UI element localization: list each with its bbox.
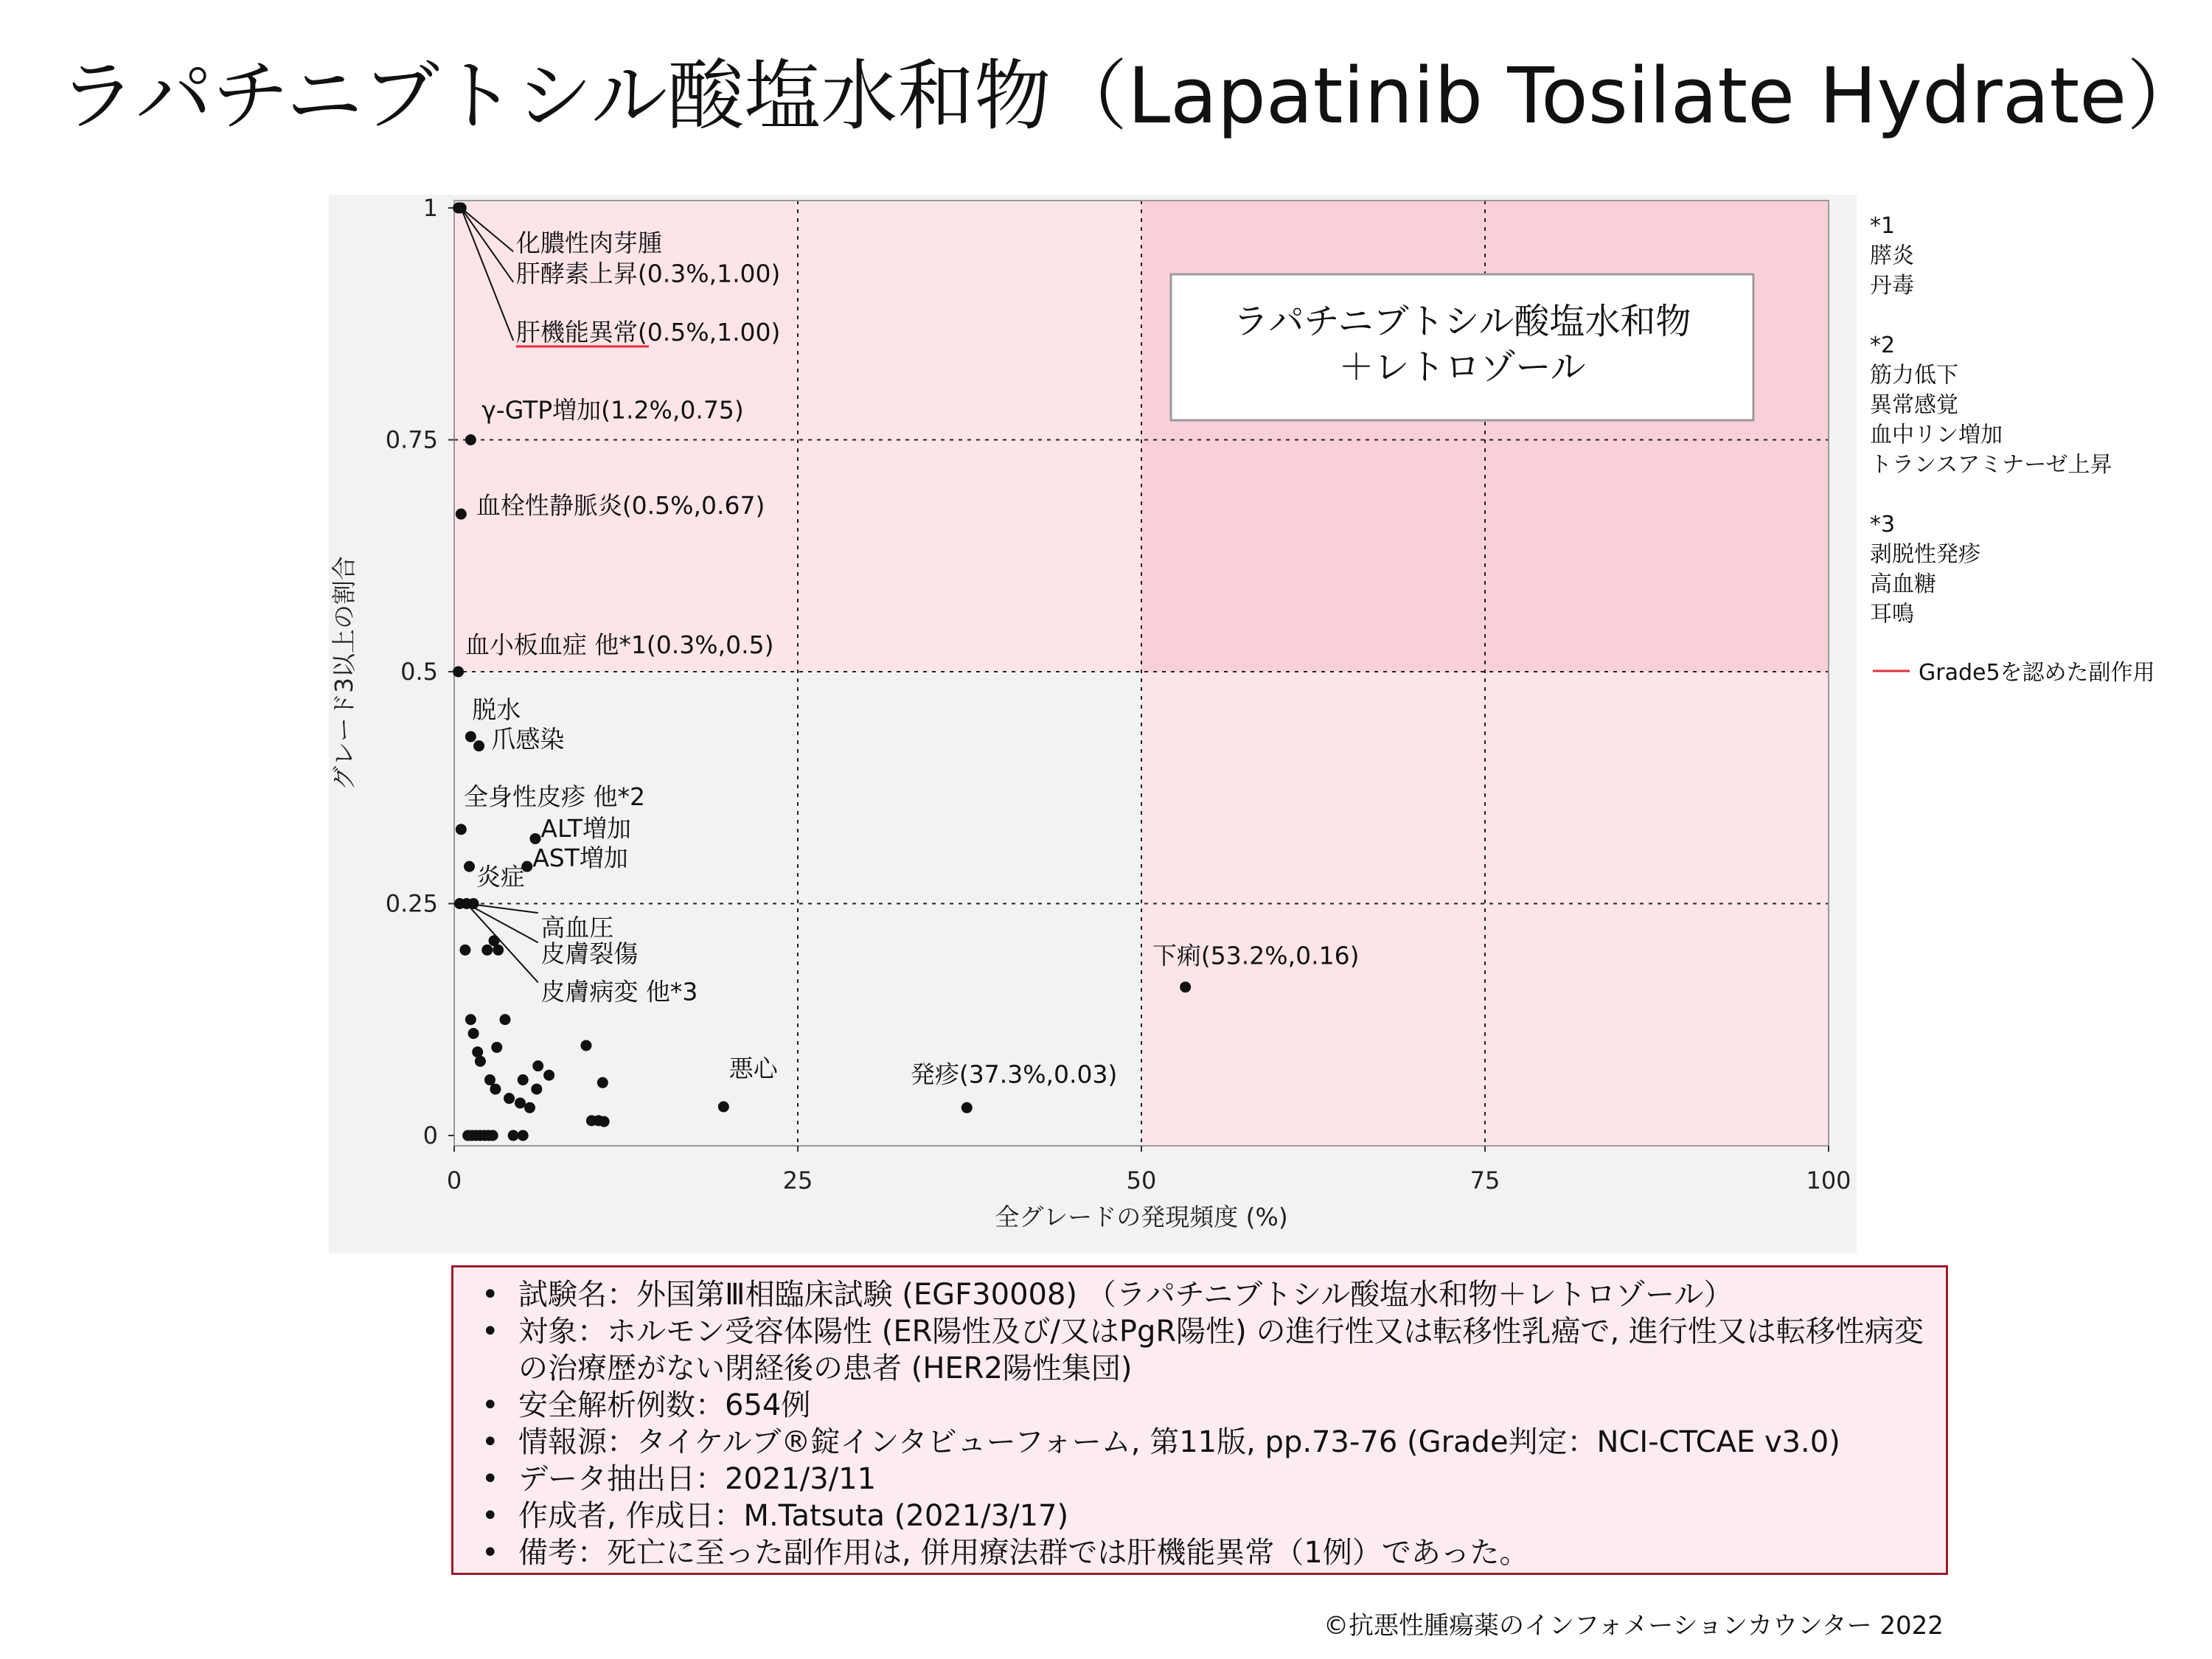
side-note-line: 耳鳴	[1870, 601, 1914, 627]
data-point	[484, 1074, 495, 1085]
point-annotation: 炎症	[476, 862, 525, 891]
data-point	[473, 740, 484, 751]
y-tick-label: 0	[422, 1121, 438, 1150]
data-point	[487, 1130, 498, 1141]
data-point	[468, 898, 479, 909]
y-tick-label: 0.75	[385, 425, 438, 454]
data-point	[518, 1074, 529, 1085]
data-point	[456, 509, 467, 520]
point-annotation: 高血圧	[540, 913, 614, 942]
point-annotation: 皮膚裂傷	[540, 939, 639, 968]
data-point	[529, 833, 540, 844]
data-point	[599, 1116, 610, 1127]
series-legend-line: ラパチニブトシル酸塩水和物	[1233, 301, 1691, 342]
point-annotation: 悪心	[728, 1054, 778, 1083]
side-note-line: 筋力低下	[1870, 362, 1958, 389]
data-point	[531, 1084, 542, 1095]
data-point	[465, 434, 476, 445]
data-point	[465, 731, 476, 742]
study-note-item: • 作成者, 作成日：M.Tatsuta (2021/3/17)	[498, 1498, 1924, 1534]
point-annotation: ALT増加	[540, 813, 632, 843]
data-point	[464, 861, 475, 872]
data-point	[1180, 981, 1191, 992]
data-point	[518, 1130, 529, 1141]
data-point	[532, 1060, 543, 1071]
side-note-line: 異常感覚	[1870, 392, 1958, 418]
point-annotation: 皮膚病変 他*3	[540, 977, 698, 1006]
study-note-item: • 備考：死亡に至った副作用は, 併用療法群では肝機能異常（1例）であった。	[498, 1534, 1924, 1571]
data-point	[481, 945, 493, 956]
side-note-line: *3	[1870, 512, 1896, 538]
point-annotation: 肝機能異常(0.5%,1.00)	[515, 317, 781, 347]
x-tick-label: 75	[1470, 1166, 1500, 1194]
data-point	[456, 203, 467, 214]
side-note-line: 丹毒	[1870, 273, 1914, 299]
point-annotation: 下痢(53.2%,0.16)	[1152, 941, 1360, 970]
point-annotation: 全身性皮疹 他*2	[464, 782, 646, 812]
side-note-line: 高血糖	[1870, 571, 1936, 597]
y-tick-label: 1	[422, 194, 438, 222]
y-axis-label: グレード3以上の割合	[330, 556, 358, 790]
study-note-item: • データ抽出日：2021/3/11	[498, 1461, 1924, 1498]
study-notes-list	[498, 1276, 1924, 1571]
data-point	[543, 1070, 554, 1081]
point-annotation: γ-GTP増加(1.2%,0.75)	[481, 395, 744, 425]
data-point	[475, 1056, 486, 1067]
data-point	[456, 824, 467, 835]
data-point	[504, 1093, 515, 1104]
data-point	[524, 1102, 535, 1113]
data-point	[468, 1028, 479, 1039]
point-annotation: 発疹(37.3%,0.03)	[910, 1060, 1118, 1089]
y-tick-label: 0.5	[400, 658, 438, 686]
study-note-item: • 試験名：外国第Ⅲ相臨床試験 (EGF30008) （ラパチニブトシル酸塩水和物＋レトロゾール）	[498, 1276, 1924, 1313]
x-tick-label: 25	[782, 1166, 813, 1194]
data-point	[465, 1014, 476, 1025]
data-point	[459, 945, 470, 956]
point-annotation: 肝酵素上昇(0.3%,1.00)	[515, 259, 781, 288]
study-note-item: • 安全解析例数：654例	[498, 1387, 1924, 1424]
point-annotation: 脱水	[472, 695, 521, 724]
study-note-item: • 対象：ホルモン受容体陽性 (ER陽性及び/又はPgR陽性) の進行性又は転移性乳癌で, 進行性又は転移性病変の治療歴がない閉経後の患者 (HER2陽性集団)	[498, 1313, 1924, 1387]
x-tick-label: 50	[1126, 1166, 1157, 1194]
copyright: ©抗悪性腫瘍薬のインフォメーションカウンター 2022	[1324, 1611, 1944, 1641]
point-annotation: 化膿性肉芽腫	[515, 229, 662, 258]
page-title: ラパチニブトシル酸塩水和物（Lapatinib Tosilate Hydrate）	[59, 51, 2204, 141]
data-point	[508, 1130, 519, 1141]
data-point	[490, 1084, 501, 1095]
data-point	[718, 1102, 729, 1113]
data-point	[453, 667, 464, 678]
side-note-line: *2	[1870, 333, 1896, 358]
side-note-line: 血中リン増加	[1870, 422, 2003, 448]
point-annotation: AST増加	[532, 844, 628, 873]
data-point	[961, 1102, 973, 1113]
point-annotation: 血栓性静脈炎(0.5%,0.67)	[476, 491, 765, 521]
x-axis-label: 全グレードの発現頻度 (%)	[995, 1203, 1288, 1231]
data-point	[491, 1042, 502, 1053]
study-notes-box	[451, 1265, 1948, 1575]
series-legend-line: ＋レトロゾール	[1338, 347, 1586, 388]
x-tick-label: 100	[1806, 1166, 1851, 1194]
data-point	[515, 1097, 526, 1108]
data-point	[499, 1014, 510, 1025]
side-note-line: 膵炎	[1870, 243, 1914, 269]
data-point	[493, 945, 504, 956]
y-tick-label: 0.25	[385, 889, 438, 918]
x-tick-label: 0	[446, 1166, 462, 1194]
side-note-line: トランスアミナーゼ上昇	[1870, 452, 2112, 478]
point-annotation: 爪感染	[491, 725, 565, 754]
side-note-line: 剥脱性発疹	[1870, 541, 1980, 568]
data-point	[597, 1077, 608, 1088]
grade5-legend-label: Grade5を認めた副作用	[1919, 660, 2155, 686]
point-annotation: 血小板血症 他*1(0.3%,0.5)	[465, 630, 774, 659]
data-point	[580, 1040, 591, 1051]
study-note-item: • 情報源：タイケルブ®錠インタビューフォーム, 第11版, pp.73-76 (Grade判定：NCI-CTCAE v3.0)	[498, 1424, 1924, 1461]
side-note-line: *1	[1870, 213, 1896, 239]
